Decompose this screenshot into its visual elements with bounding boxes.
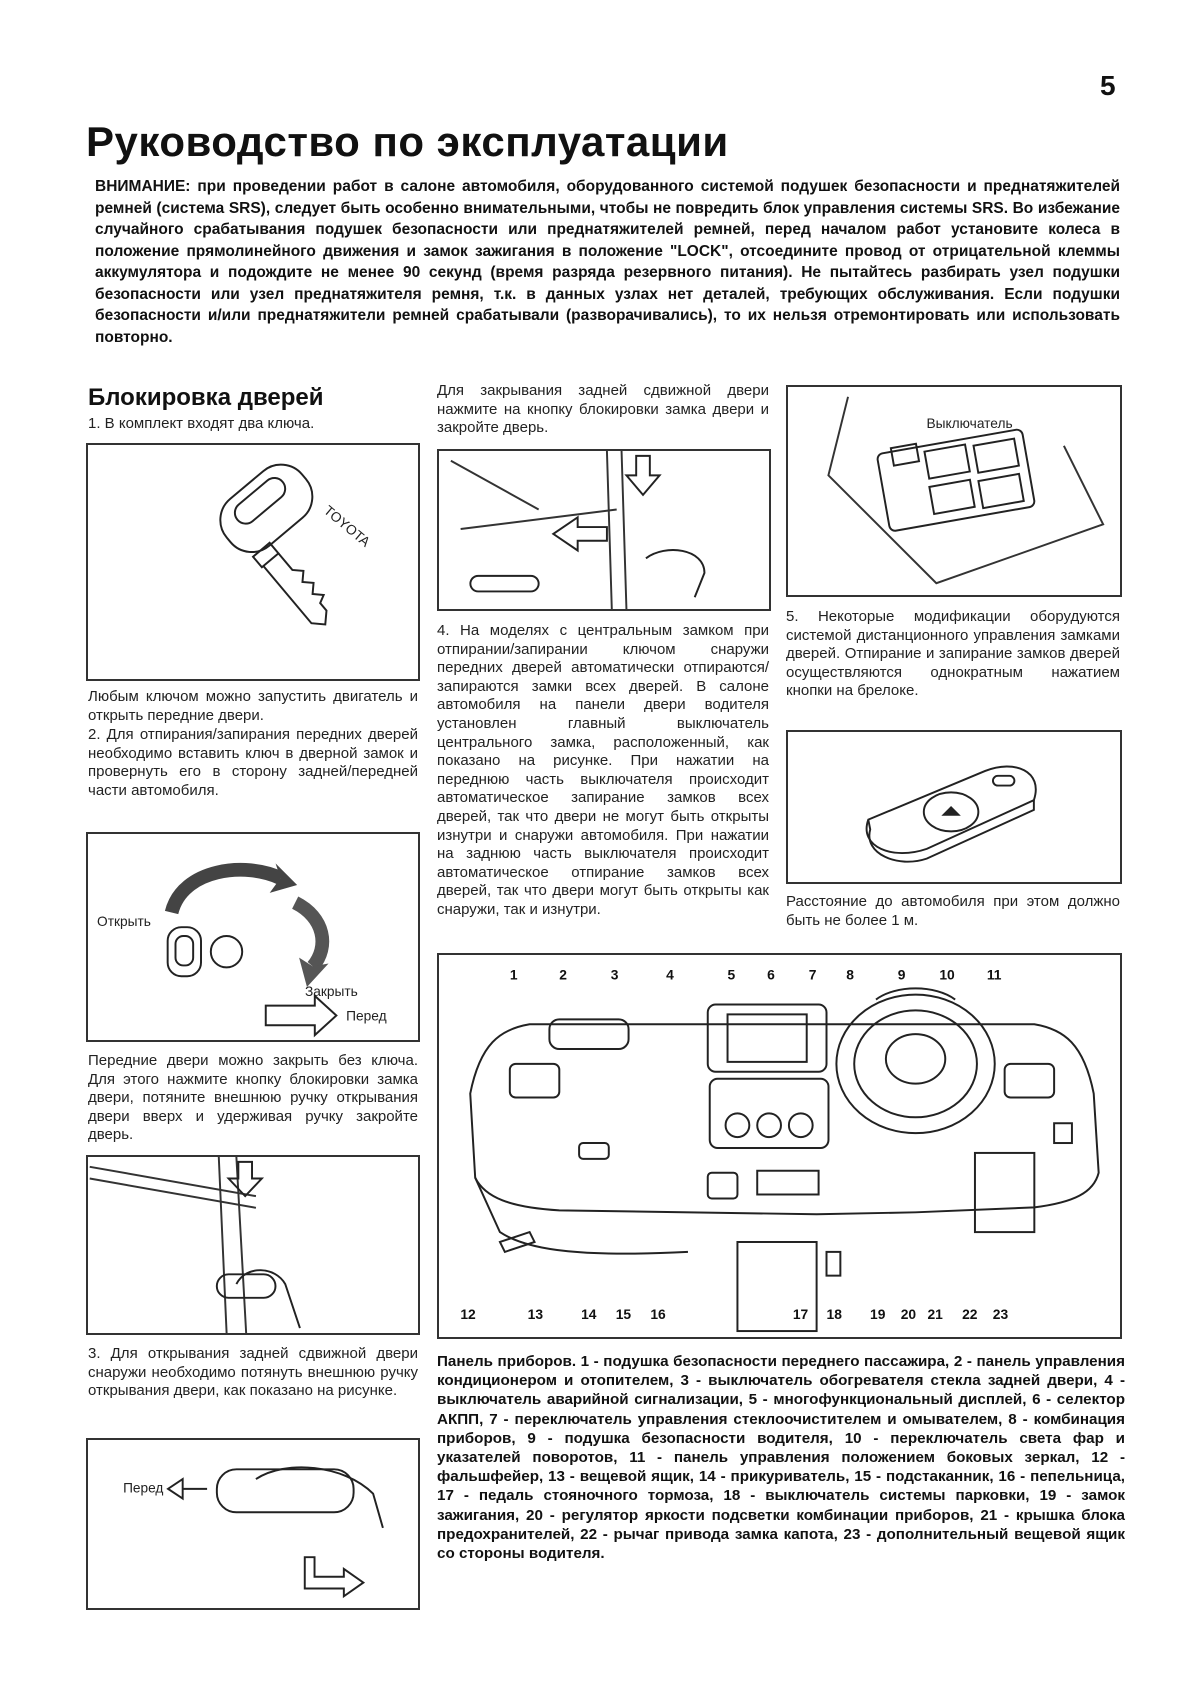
dashboard-callout-6: 6 xyxy=(767,966,775,983)
col3-p2: Расстояние до автомобиля при этом должно быть не более 1 м. xyxy=(786,893,1120,929)
sliding-door-figure xyxy=(86,1438,420,1610)
switch-illustration xyxy=(788,387,1120,595)
dashboard-callout-12: 12 xyxy=(460,1306,476,1323)
page-title: Руководство по эксплуатации xyxy=(86,118,729,165)
key-figure xyxy=(86,443,420,681)
dashboard-callout-10: 10 xyxy=(939,966,955,983)
key-brand: TOYOTA xyxy=(320,502,373,550)
dashboard-callout-19: 19 xyxy=(870,1306,886,1323)
col1-p5: 3. Для открывания задней сдвижной двери снаружи необходимо потянуть внешнюю ручку открывания двери, как показано на рисунке. xyxy=(88,1345,418,1400)
dashboard-callout-8: 8 xyxy=(846,966,855,983)
dashboard-callout-5: 5 xyxy=(727,966,736,983)
section-title: Блокировка дверей xyxy=(88,384,324,411)
sliding-door-illustration xyxy=(88,1440,418,1608)
dashboard-callout-7: 7 xyxy=(808,966,817,983)
switch-figure xyxy=(786,385,1122,597)
handle-forward-label: Перед xyxy=(123,1480,164,1496)
dashboard-callout-4: 4 xyxy=(666,966,674,983)
remote-illustration xyxy=(788,732,1120,882)
switch-label: Выключатель xyxy=(926,416,1013,432)
dashboard-callout-14: 14 xyxy=(581,1306,597,1323)
col2-p2: 4. На моделях с центральным замком при отпирании/запирании ключом снаружи передних дверей автоматически отпираются/запираются замки всех дверей. В салоне автомобиля на панели двери водителя установлен главный выключатель центрального замка, расположенный, как показано на рисунке. При нажатии на переднюю часть выключателя происходит автоматическое запирание замков всех дверей, так что двери не могут быть открыты изнутри и снаружи автомобиля. При нажатии на заднюю часть выключателя происходит автоматическое отпирание замков всех дверей, так что двери могут быть открыты как снаружи, так и изнутри. xyxy=(437,622,769,918)
rear-door-illustration xyxy=(439,451,769,609)
dashboard-callout-13: 13 xyxy=(527,1306,544,1323)
dashboard-callout-15: 15 xyxy=(615,1306,632,1323)
dashboard-callout-21: 21 xyxy=(927,1306,943,1323)
col1-p3: 2. Для отпирания/запирания передних дверей необходимо вставить ключ в дверной замок и провернуть его в сторону задней/передней части автомобиля. xyxy=(88,726,418,799)
page-number: 5 xyxy=(1100,70,1116,101)
col1-p2: Любым ключом можно запустить двигатель и открыть передние двери. xyxy=(88,688,418,724)
remote-figure xyxy=(786,730,1122,884)
dashboard-figure xyxy=(437,953,1122,1339)
rear-door-figure xyxy=(437,449,771,611)
dashboard-callout-20: 20 xyxy=(900,1306,917,1323)
dashboard-callout-2: 2 xyxy=(559,966,568,983)
dashboard-callout-11: 11 xyxy=(986,966,1002,983)
lock-forward-label: Перед xyxy=(346,1008,387,1024)
lock-figure xyxy=(86,832,420,1042)
dashboard-callout-17: 17 xyxy=(792,1306,809,1323)
col3-p1: 5. Некоторые модификации оборудуются системой дистанционного управления замками дверей. Отпирание и запирание замков дверей осуществляются однократным нажатием кнопки на брелоке. xyxy=(786,608,1120,700)
dashboard-callout-22: 22 xyxy=(962,1306,978,1323)
front-door-illustration xyxy=(88,1157,418,1333)
col2-p1: Для закрывания задней сдвижной двери нажмите на кнопку блокировки замка двери и закройте дверь. xyxy=(437,382,769,437)
key-illustration xyxy=(88,445,418,679)
dashboard-illustration xyxy=(439,955,1120,1337)
warning-text: ВНИМАНИЕ: при проведении работ в салоне автомобиля, оборудованного системой подушек безопасности и преднатяжителей ремней (система SRS), следует быть особенно внимательными, чтобы не повредить блок управления системы SRS. Во избежание случайного срабатывания подушек безопасности или преднатяжителей ремней, перед началом работ установите колеса в положение прямолинейного движения и замок зажигания в положение "LOCK", отсоедините провод от отрицательной клеммы аккумулятора и подождите не менее 90 секунд (время разряда резервного питания). Не пытайтесь разбирать узел подушки безопасности или узел преднатяжителя ремня, т.к. в данных узлах нет деталей, требующих обслуживания. Если подушки безопасности и/или преднатяжители ремней срабатывали (разворачивались), то их нельзя отремонтировать или использовать повторно. xyxy=(95,178,1120,346)
lock-close-label: Закрыть xyxy=(304,983,358,999)
dashboard-callout-23: 23 xyxy=(992,1306,1009,1323)
front-door-figure xyxy=(86,1155,420,1335)
dashboard-callout-16: 16 xyxy=(650,1306,666,1323)
col1-p4: Передние двери можно закрыть без ключа. Для этого нажмите кнопку блокировки замка двери, потяните внешнюю ручку открывания двери вверх и удерживая ручку закройте дверь. xyxy=(88,1052,418,1144)
dashboard-caption: Панель приборов. 1 - подушка безопасности переднего пассажира, 2 - панель управления кондиционером и отопителем, 3 - выключатель обогревателя стекла задней двери, 4 - выключатель аварийной сигнализации, 5 - многофункциональный дисплей, 6 - селектор АКПП, 7 - переключатель управления стеклоочистителем и омывателем, 8 - комбинация приборов, 9 - подушка безопасности водителя, 10 - переключатель света фар и указателей поворотов, 11 - панель управления положением боковых зеркал, 12 - фальшфейер, 13 - вещевой ящик, 14 - прикуриватель, 15 - подстаканник, 16 - пепельница, 17 - педаль стояночного тормоза, 18 - выключатель системы парковки, 19 - замок зажигания, 20 - регулятор яркости подсветки комбинации приборов, 21 - крышка блока предохранителей, 22 - рычаг привода замка капота, 23 - дополнительный вещевой ящик со стороны водителя. xyxy=(437,1353,1125,1563)
dashboard-callout-18: 18 xyxy=(826,1306,842,1323)
dashboard-callout-9: 9 xyxy=(897,966,906,983)
dashboard-callout-1: 1 xyxy=(509,966,518,983)
lock-open-label: Открыть xyxy=(97,914,151,930)
col1-p1: 1. В комплект входят два ключа. xyxy=(88,415,315,432)
lock-illustration xyxy=(88,834,418,1040)
dashboard-callout-3: 3 xyxy=(610,966,619,983)
